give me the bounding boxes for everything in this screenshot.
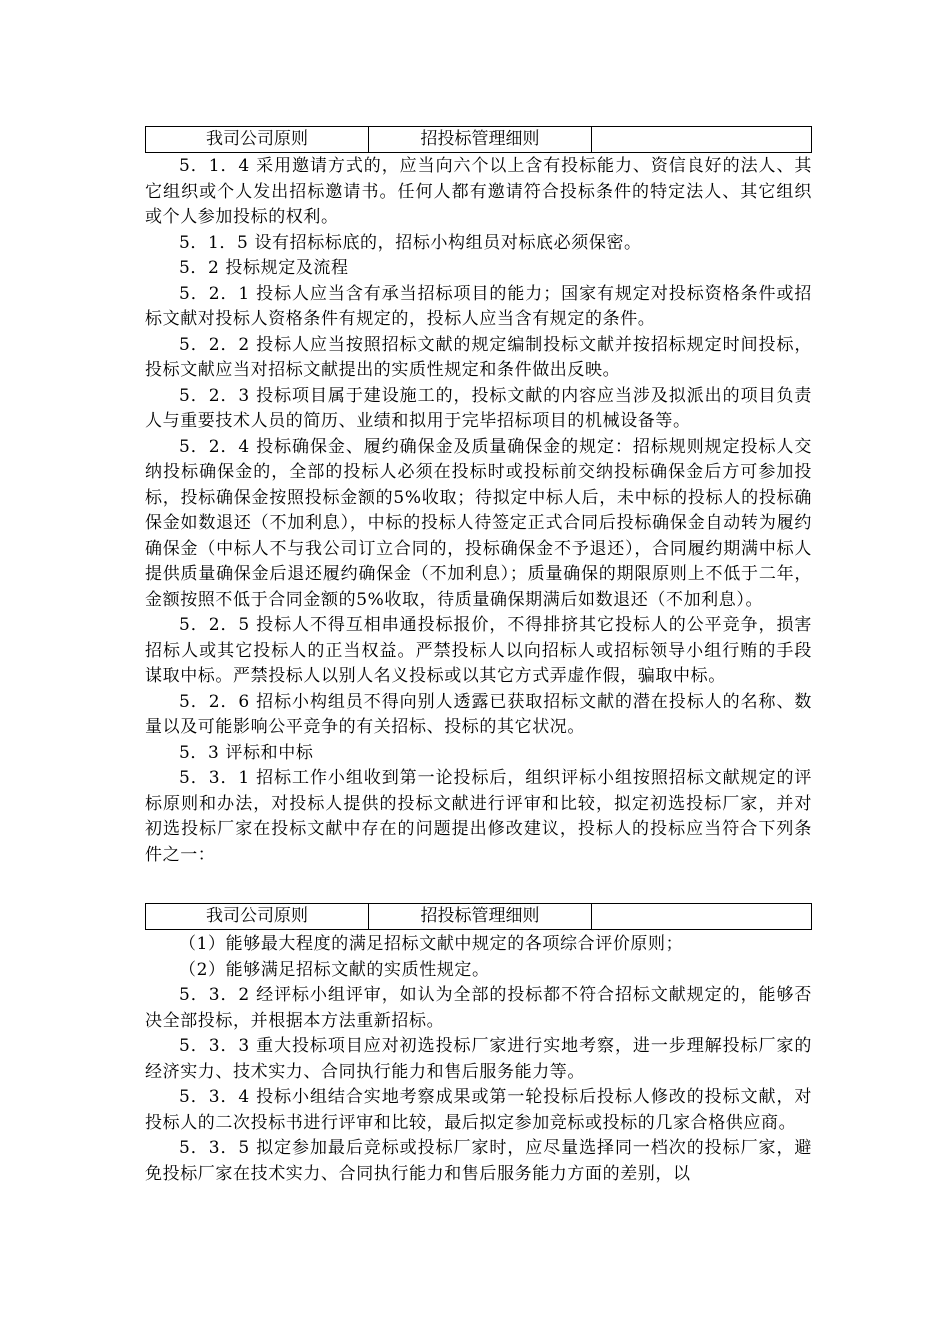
- paragraph: 5．3．4 投标小组结合实地考察成果或第一轮投标后投标人修改的投标文献，对投标人的二次投标书进行评审和比较，最后拟定参加竞标或投标的几家合格供应商。: [145, 1087, 812, 1133]
- paragraph: 5．2．6 招标小构组员不得向别人透露已获取招标文献的潜在投标人的名称、数量以及可能影响公平竞争的有关招标、投标的其它状况。: [145, 691, 812, 737]
- paragraph: 5．2．1 投标人应当含有承当招标项目的能力；国家有规定对投标资格条件或招标文献对投标人资格条件有规定的，投标人应当含有规定的条件。: [145, 283, 812, 329]
- page-header-table: [145, 126, 812, 153]
- header-document-title: 招投标管理细则: [369, 904, 592, 929]
- paragraph: 5．3．5 拟定参加最后竞标或投标厂家时，应尽量选择同一档次的投标厂家，避免投标厂家在技术实力、合同执行能力和售后服务能力方面的差别，以: [145, 1138, 812, 1184]
- paragraph: 5．2．3 投标项目属于建设施工的，投标文献的内容应当涉及拟派出的项目负责人与重要技术人员的简历、业绩和拟用于完毕招标项目的机械设备等。: [145, 385, 812, 431]
- paragraph: 5．2．2 投标人应当按照招标文献的规定编制投标文献并按招标规定时间投标，投标文献应当对招标文献提出的实质性规定和条件做出反映。: [145, 334, 812, 380]
- header-empty-cell: [592, 904, 811, 929]
- paragraph: 5．3．3 重大投标项目应对初选投标厂家进行实地考察，进一步理解投标厂家的经济实力、技术实力、合同执行能力和售后服务能力等。: [145, 1036, 812, 1082]
- header-company-principle: 我司公司原则: [146, 904, 369, 929]
- paragraph: 5．2．5 投标人不得互相串通投标报价，不得排挤其它投标人的公平竞争，损害招标人或其它投标人的正当权益。严禁投标人以向招标人或招标领导小组行贿的手段谋取中标。严禁投标人以别人名义投标或以其它方式弄虚作假，骗取中标。: [145, 615, 812, 686]
- list-item: （2）能够满足招标文献的实质性规定。: [179, 959, 490, 980]
- header-company-principle: 我司公司原则: [146, 127, 369, 152]
- text-block-2: [145, 932, 812, 1187]
- paragraph: 5．2．4 投标确保金、履约确保金及质量确保金的规定：招标规则规定投标人交纳投标确保金的，全部的投标人必须在投标时或投标前交纳投标确保金后方可参加投标，投标确保金按照投标金额的5%收取；待拟定中标人后，未中标的投标人的投标确保金如数退还（不加利息），中标的投标人待签定正式合同后投标确保金自动转为履约确保金（中标人不与我公司订立合同的，投标确保金不予退还），合同履约期满中标人提供质量确保金后退还履约确保金（不加利息）；质量确保的期限原则上不低于二年，金额按照不低于合同金额的5%收取，待质量确保期满后如数退还（不加利息）。: [145, 436, 812, 610]
- paragraph: 5．1．4 采用邀请方式的，应当向六个以上含有投标能力、资信良好的法人、其它组织或个人发出招标邀请书。任何人都有邀请符合投标条件的特定法人、其它组织或个人参加投标的权利。: [145, 156, 812, 227]
- section-heading: 5．2 投标规定及流程: [179, 258, 349, 278]
- paragraph: 5．3．2 经评标小组评审，如认为全部的投标都不符合招标文献规定的，能够否决全部投标，并根据本方法重新招标。: [145, 985, 812, 1031]
- text-block-1: [145, 154, 812, 868]
- paragraph: 5．3．1 招标工作小组收到第一论投标后，组织评标小组按照招标文献规定的评标原则和办法，对投标人提供的投标文献进行评审和比较，拟定初选投标厂家，并对初选投标厂家在投标文献中存在的问题提出修改建议，投标人的投标应当符合下列条件之一：: [145, 768, 812, 865]
- header-empty-cell: [592, 127, 811, 152]
- header-document-title: 招投标管理细则: [369, 127, 592, 152]
- section-heading: 5．3 评标和中标: [179, 742, 314, 763]
- page-header-table-2: [145, 903, 812, 930]
- paragraph: 5．1．5 设有招标标底的，招标小构组员对标底必须保密。: [179, 232, 642, 253]
- list-item: （1）能够最大程度的满足招标文献中规定的各项综合评价原则；: [179, 934, 684, 954]
